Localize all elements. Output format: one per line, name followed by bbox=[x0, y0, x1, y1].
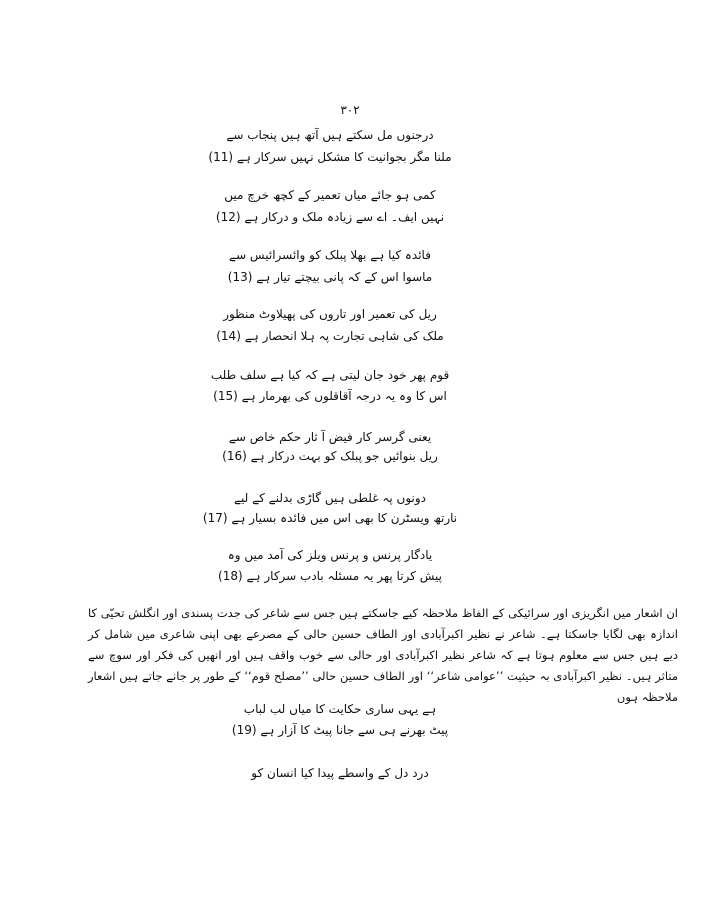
couplet-4-line-1: ریل کی تعمیر اور تاروں کی پھیلاوٹ منظور bbox=[223, 307, 437, 321]
body-paragraph: ان اشعار میں انگریزی اور سرائیکی کے الفاظ ملاحظہ کیے جاسکتے ہیں جس سے شاعر کی جدت پسندی اور انگلش تحیّی کا اندازہ بھی لگایا جاسکتا ہے۔ شاعر نے نظیر اکبرآبادی اور الطاف حسین حالی کے مصرعے بھی اپنی شاعری میں شامل کر دیے ہیں جس سے معلوم ہوتا ہے کہ شاعر نظیر اکبرآبادی اور حالی سے خوب واقف ہیں اور انھیں کی فکر اور سوچ سے متاثر ہیں۔ نظیر اکبرآبادی بہ حیثیت ’’عوامی شاعر‘‘ اور الطاف حسین حالی ’’مصلح قوم‘‘ کے طور پر جانے جاتے ہیں اشعار ملاحظہ ہوں bbox=[88, 606, 678, 704]
couplet-5-line-2: اس کا وہ یہ درجہ آقاقلوں کی بھرمار ہے (15) bbox=[213, 389, 447, 403]
couplet-6-line-1: یعنی گرسر کار فیض آ ثار حکم خاص سے bbox=[228, 430, 432, 444]
couplet-1-line-2: ملنا مگر بجوانیت کا مشکل نہیں سرکار ہے (11) bbox=[208, 150, 452, 164]
couplet-1-line-1: درجنوں مل سکتے ہیں آتھ ہیں پنجاب سے bbox=[226, 128, 434, 142]
couplet-4-line-2: ملک کی شاہی تجارت پہ ہلا انحصار ہے (14) bbox=[216, 329, 444, 343]
couplet-6-line-2: ریل بنوائیں جو پبلک کو بہت درکار ہے (16) bbox=[222, 449, 438, 463]
couplet-7-line-2: نارتھ ویسٹرن کا بھی اس میں فائدہ بسیار ہے (17) bbox=[202, 511, 458, 525]
couplet-8-line-1: یادگار پرنس و پرنس ویلز کی آمد میں وہ bbox=[227, 548, 433, 562]
couplet-2-line-1: کمی ہو جائے میاں تعمیر کے کچھ خرچ میں bbox=[224, 188, 436, 202]
page-number: ۳۰۲ bbox=[340, 103, 360, 117]
couplet-3-line-1: فائدہ کیا ہے بھلا پبلک کو وائسرائیس سے bbox=[229, 248, 431, 262]
couplet-5-line-1: قوم پھر خود جان لیتی ہے کہ کیا ہے سلف طلب bbox=[210, 368, 450, 382]
last-verse-line: درد دل کے واسطے پیدا کیا انسان کو bbox=[251, 766, 429, 780]
couplet-7-line-1: دونوں پہ غلطی ہیں گاڑی بدلنے کے لیے bbox=[234, 491, 426, 505]
couplet-8-line-2: پیش کرتا پھر یہ مسئلہ بادب سرکار ہے (18) bbox=[218, 569, 442, 583]
couplet-3-line-2: ماسوا اس کے کہ پانی بیچتے تیار ہے (13) bbox=[227, 270, 433, 284]
couplet-2-line-2: نہیں ایف۔ اے سے زیادہ ملک و درکار ہے (12) bbox=[215, 210, 445, 224]
couplet-9-line-2: پیٹ بھرنے ہی سے جانا پیٹ کا آزار ہے (19) bbox=[231, 723, 449, 737]
couplet-9-line-1: ہے یہی ساری حکایت کا میاں لب لباب bbox=[243, 702, 437, 716]
